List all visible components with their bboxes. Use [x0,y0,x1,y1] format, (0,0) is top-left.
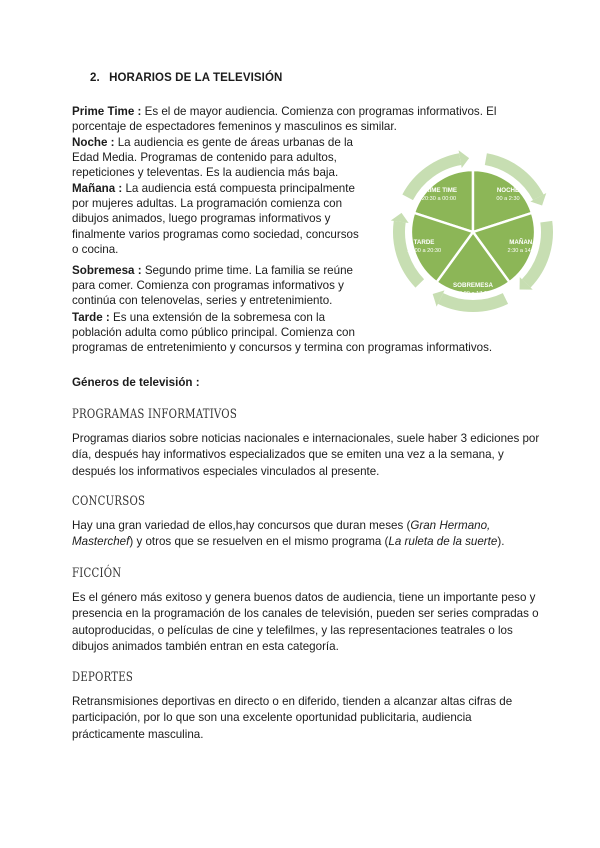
heading-number: 2. [90,72,100,84]
section-heading [90,72,282,84]
schedule-text-line: continúa con telenovelas, series y entretenimiento. [72,294,333,308]
schedule-text-line: por mujeres adultas. La programación comienza con [72,197,343,211]
genre-title-informativos: PROGRAMAS INFORMATIVOS [72,407,238,422]
schedule-label: Noche : [72,136,115,149]
wheel-ring-arrow [459,150,470,168]
genres-heading: Géneros de televisión : [72,376,200,389]
schedule-text-line: La audiencia está compuesta principalmente [122,182,355,195]
genre-text-segment: ) y otros que se resuelven en el mismo programa ( [129,535,389,549]
schedule-label: Prime Time : [72,105,142,118]
genre-title-deportes: DEPORTES [72,670,134,685]
schedule-text-line: Segundo prime time. La familia se reúne [141,264,353,277]
schedule-manana [72,181,359,257]
schedule-text-line: población adulta como público principal. Comienza con [72,326,355,340]
genre-title-concursos: CONCURSOS [72,494,146,509]
wheel-label-tarde: TARDE [413,239,435,246]
genre-text-segment: ). [497,535,505,549]
genre-text-italic: La ruleta de la suerte [388,535,498,549]
schedule-text-line: o cocina. [72,242,119,256]
genre-text-deportes: Retransmisiones deportivas en directo o en diferido, tienden a alcanzar altas cifras de participación, por lo que son una excelente oportunidad publicitaria, audiencia prácticamente masculina. [72,695,513,741]
wheel-label-noche: NOCHE [496,187,520,194]
genre-text-ficcion: Es el género más exitoso y genera buenos datos de audiencia, tiene un importante peso y presencia en la programación de los canales de televisión, pueden ser series compradas o autoproducidas, o películas de cine y telefilmes, y las representaciones teatrales o los dibujos animados también entran en esta categoría. [72,591,539,654]
schedule-text-line: Es una extensión de la sobremesa con la [109,311,326,324]
schedule-wheel-diagram [386,140,558,328]
schedule-text-line: programas de entretenimiento y concursos y termina con programas informativos. [72,341,493,355]
schedule-text-line: repeticiones y televentas. Es la audiencia más baja. [72,166,339,180]
genre-text-segment: Hay una gran variedad de ellos,hay concursos que duran meses ( [72,519,411,532]
wheel-label-sobremesa: SOBREMESA [453,282,493,289]
wheel-ring-arrow [391,213,409,223]
schedule-text-line: finalmente varios programas como sociedad, concursos [72,227,359,241]
wheel-label-prime-time: PRIME TIME [420,187,458,194]
schedule-label: Tarde : [72,311,110,324]
schedule-text-line: dibujos animados, luego programas informativos y [72,212,331,226]
schedule-text-line: La audiencia es gente de áreas urbanas de la [114,136,354,149]
wheel-time-prime-time: 20:30 a 00:00 [421,196,457,202]
schedule-text-line: Edad Media. Programas de contenido para adultos, [72,151,337,165]
wheel-time-manana: 2:30 a 14:00 [507,248,539,254]
genre-text-italic: Gran Hermano, Masterchef [72,519,491,549]
schedule-noche [72,135,353,181]
schedule-label: Mañana : [72,182,123,195]
wheel-label-manana: MAÑANA [509,239,537,246]
heading-title: HORARIOS DE LA TELEVISIÓN [109,72,283,84]
schedule-sobremesa [72,263,353,309]
schedule-text-line: Es el de mayor audiencia. Comienza con programas informativos. El [141,105,497,118]
schedule-prime-time [72,104,496,134]
genre-text-concursos [72,518,542,551]
schedule-text-line: para comer. Comienza con programas informativos y [72,279,344,293]
wheel-time-noche: 00 a 2:30 [496,196,520,202]
genre-text-informativos: Programas diarios sobre noticias nacionales e internacionales, suele haber 3 ediciones por día, después hay informativos especializados que se emiten una vez a la semana, y después los informativos especiales vinculados al presente. [72,432,540,478]
genre-title-ficcion: FICCIÓN [72,566,122,581]
wheel-time-sobremesa: 14:00 a 17:00 [455,291,491,297]
schedule-text-line: porcentaje de espectadores femeninos y masculinos es similar. [72,120,397,134]
wheel-time-tarde: 17:00 a 20:30 [406,248,442,254]
schedule-label: Sobremesa : [72,264,142,277]
